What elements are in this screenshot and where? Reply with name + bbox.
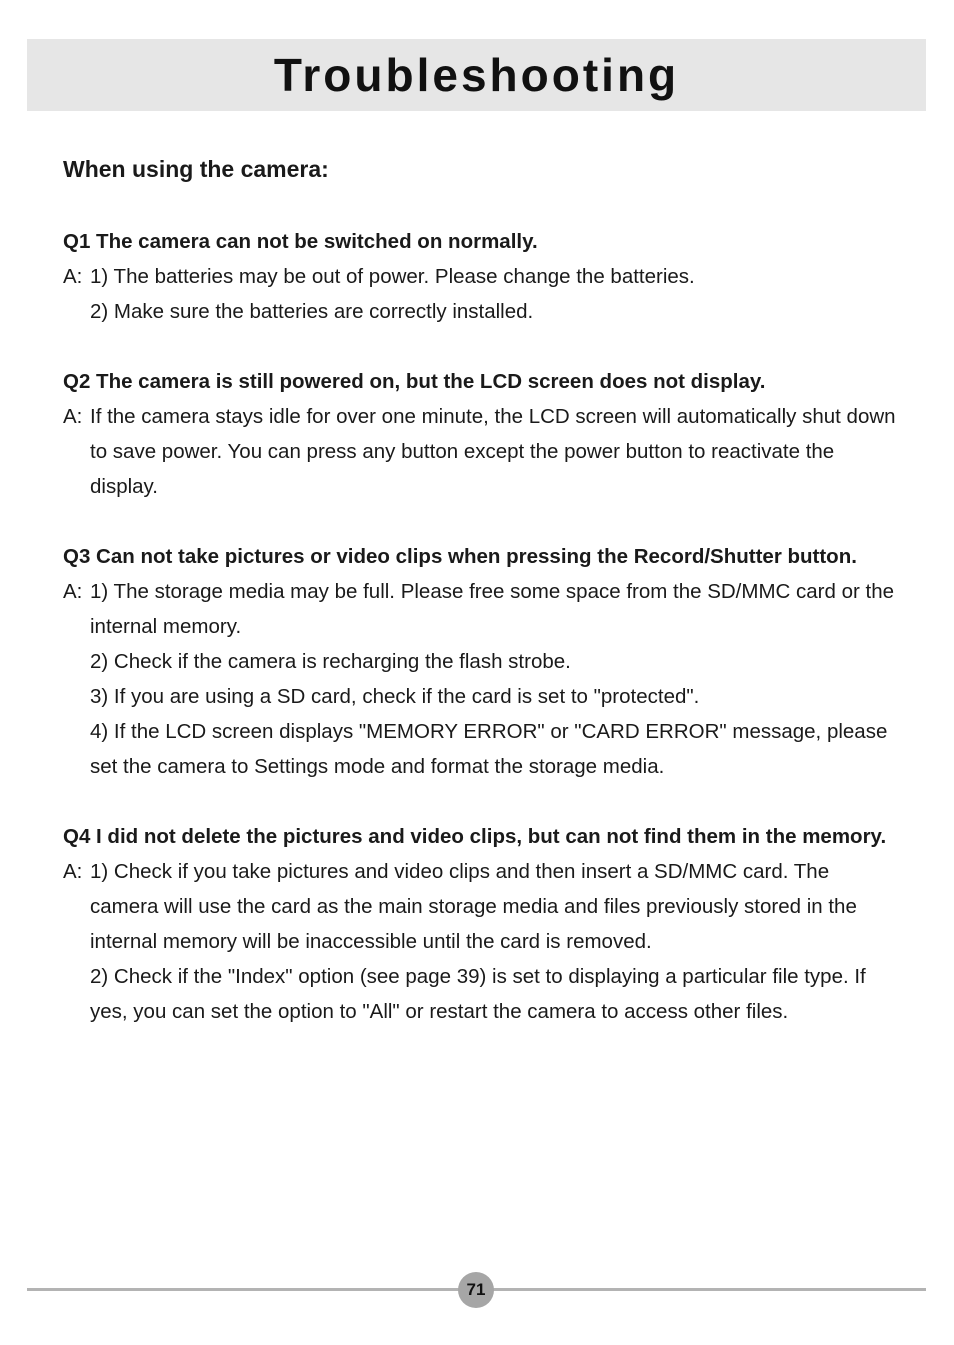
answer-item: 4) If the LCD screen displays "MEMORY ERROR" or "CARD ERROR" message, please set the camera to Settings mode and format the storage media. (90, 720, 888, 778)
answer-prefix: A: (63, 860, 83, 883)
answer-item: 1) The batteries may be out of power. Please change the batteries. (90, 265, 695, 288)
section-heading: When using the camera: (63, 156, 329, 182)
answer-prefix: A: (63, 580, 83, 603)
answer-q4 (63, 854, 903, 1029)
answer-q1 (63, 259, 903, 329)
content-area (63, 150, 903, 1064)
page-title: Troubleshooting (273, 49, 680, 101)
answer-item: If the camera stays idle for over one minute, the LCD screen will automatically shut down to save power. You can press any button except the power button to reactivate the display. (90, 405, 896, 498)
qa-block-q1 (63, 224, 903, 329)
qa-block-q3 (63, 539, 903, 784)
answer-prefix: A: (63, 265, 83, 288)
answer-item: 2) Check if the camera is recharging the flash strobe. (90, 650, 571, 673)
title-bar (27, 39, 926, 111)
question-q2: Q2 The camera is still powered on, but the LCD screen does not display. (63, 370, 766, 393)
qa-block-q2 (63, 364, 903, 504)
answer-q2 (63, 399, 903, 504)
answer-item: 2) Check if the "Index" option (see page 39) is set to displaying a particular file type. If yes, you can set the option to "All" or restart the camera to access other files. (90, 965, 866, 1023)
answer-item: 3) If you are using a SD card, check if the card is set to "protected". (90, 685, 700, 708)
answer-item: 2) Make sure the batteries are correctly installed. (90, 300, 534, 323)
answer-item: 1) Check if you take pictures and video clips and then insert a SD/MMC card. The camera will use the card as the main storage media and files previously stored in the internal memory will be inaccessible until the card is removed. (90, 860, 857, 953)
page-number-badge: 71 (458, 1272, 494, 1308)
qa-block-q4 (63, 819, 903, 1029)
answer-prefix: A: (63, 405, 83, 428)
question-q3: Q3 Can not take pictures or video clips when pressing the Record/Shutter button. (63, 545, 857, 568)
answer-q3 (63, 574, 903, 784)
question-q4: Q4 I did not delete the pictures and video clips, but can not find them in the memory. (63, 825, 887, 848)
question-q1: Q1 The camera can not be switched on normally. (63, 230, 538, 253)
answer-item: 1) The storage media may be full. Please free some space from the SD/MMC card or the internal memory. (90, 580, 895, 638)
